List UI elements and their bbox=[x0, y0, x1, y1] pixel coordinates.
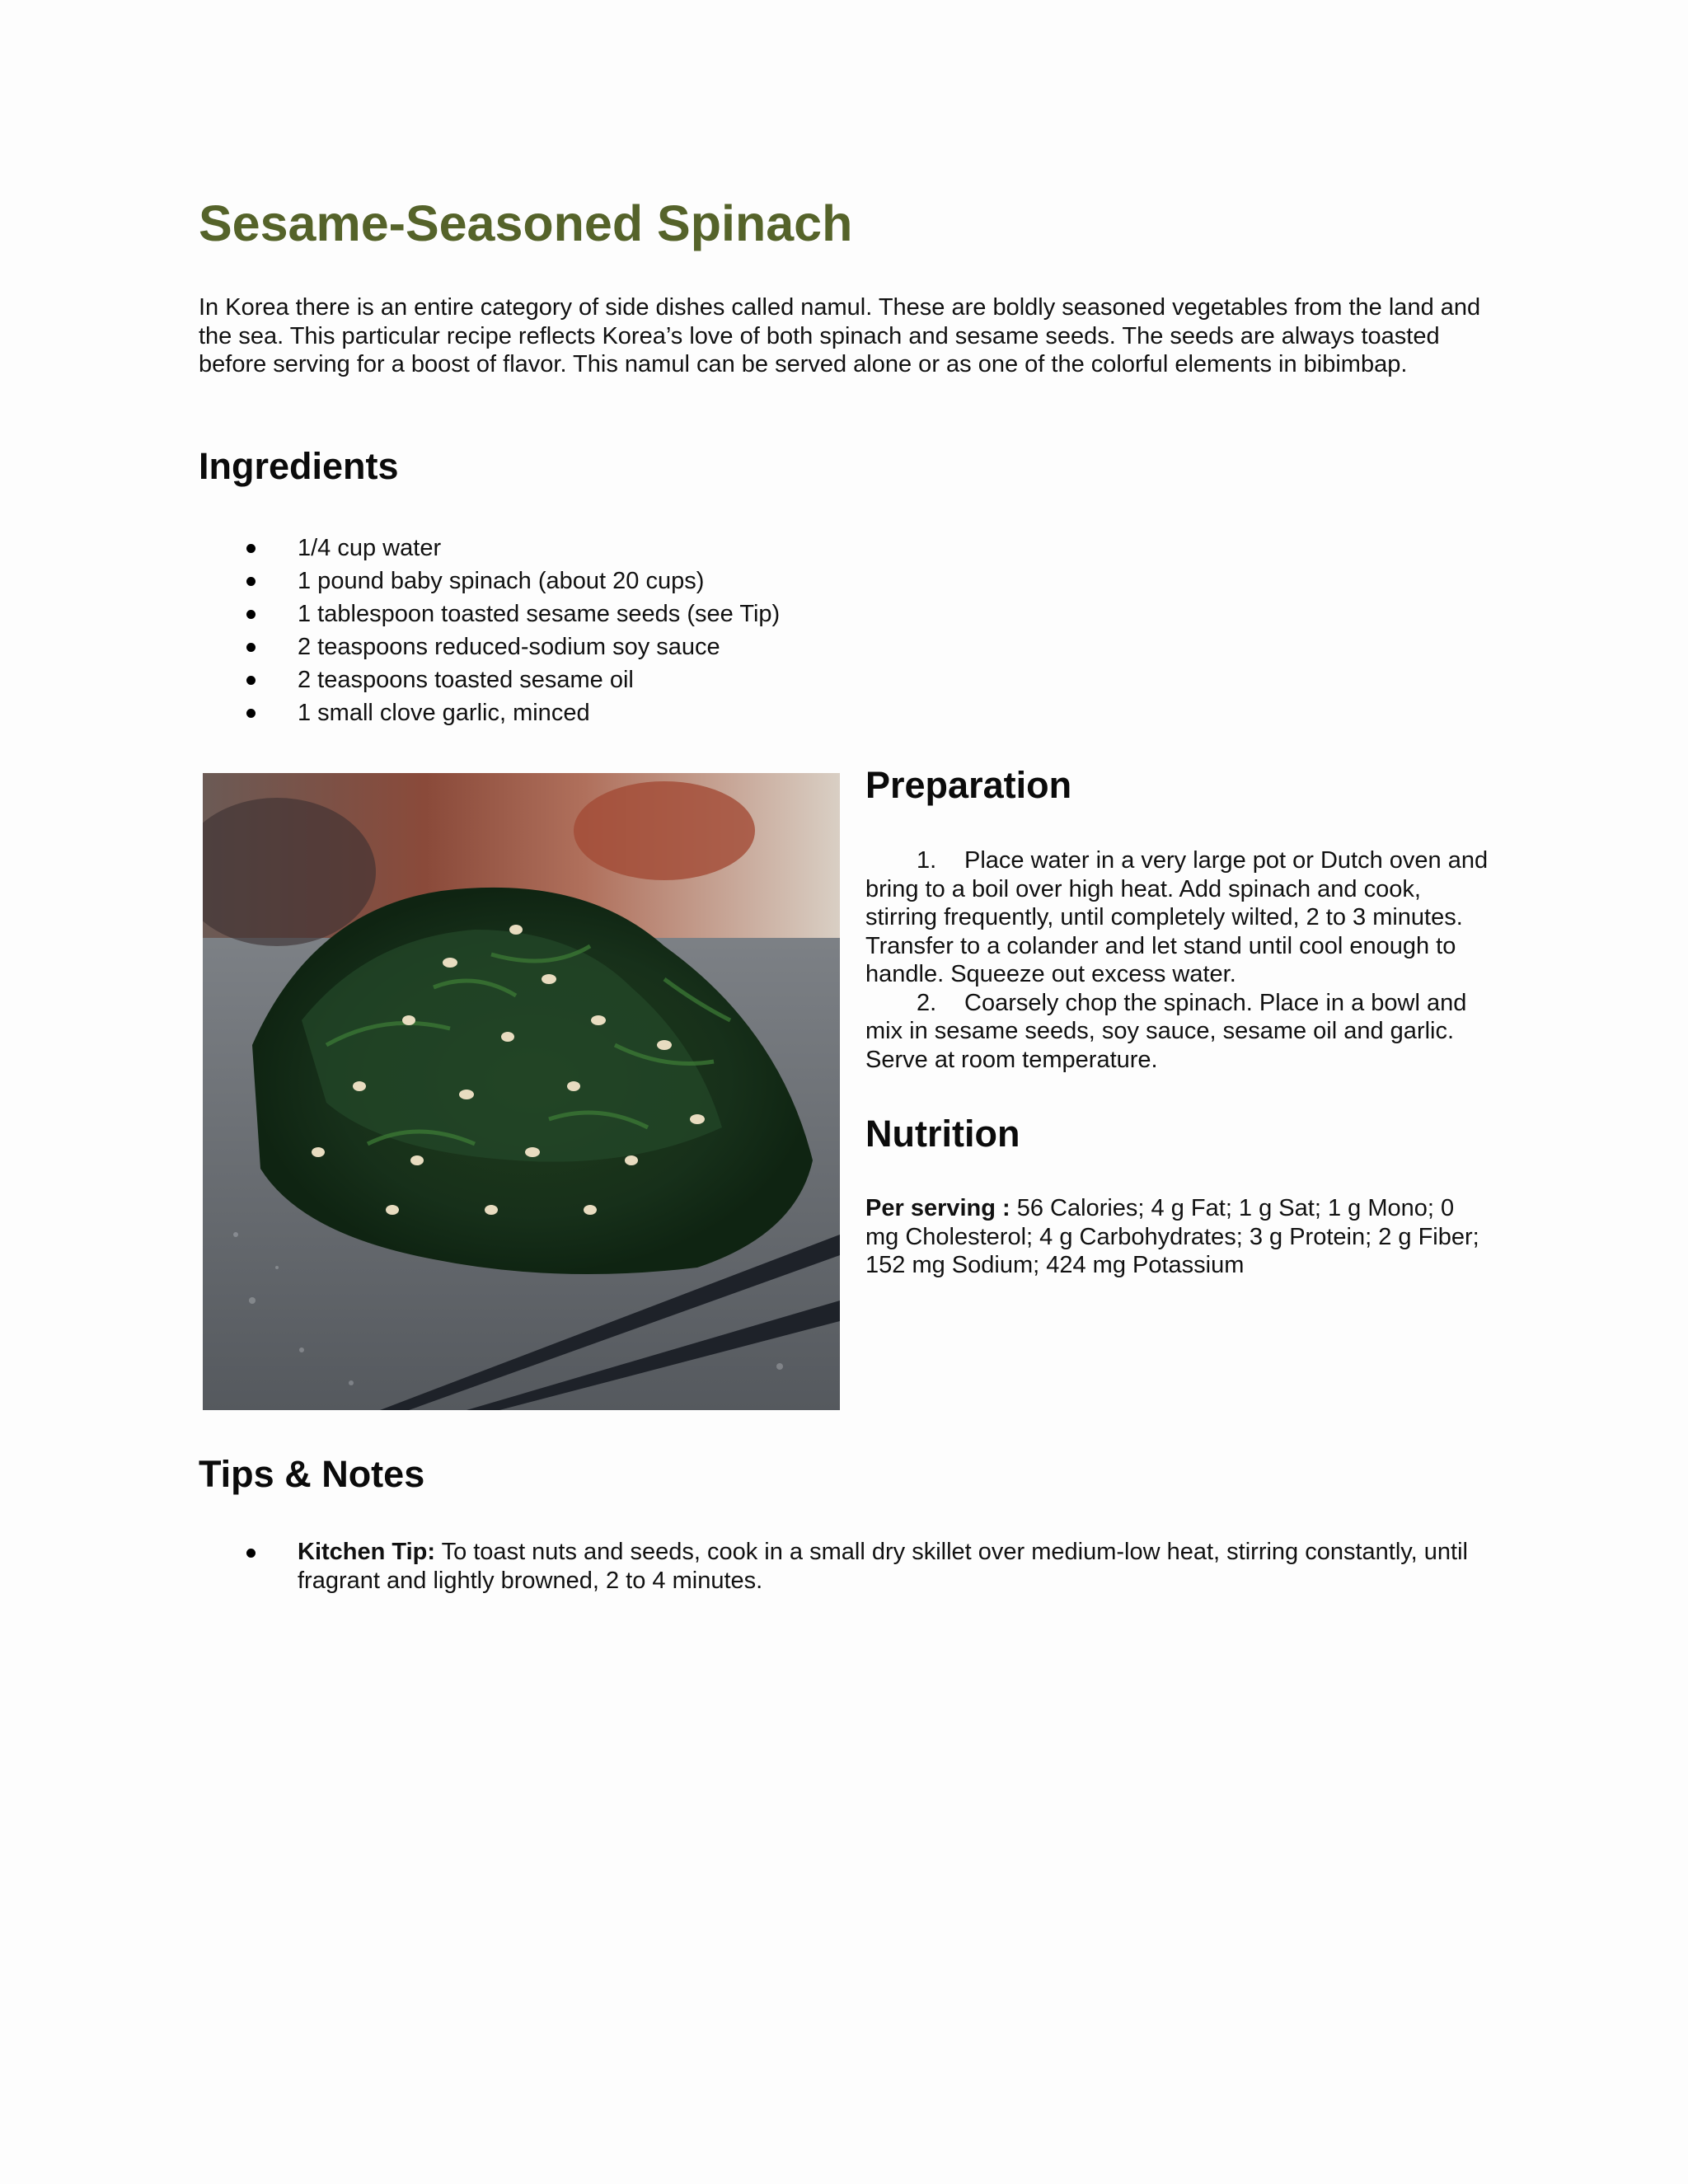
bullet-icon bbox=[246, 577, 256, 586]
nutrition-label: Per serving : bbox=[865, 1195, 1010, 1221]
preparation-heading: Preparation bbox=[865, 764, 1072, 806]
tip-label: Kitchen Tip: bbox=[298, 1539, 436, 1565]
bullet-icon bbox=[246, 643, 256, 652]
ingredient-item: 2 teaspoons reduced-sodium soy sauce bbox=[199, 630, 780, 663]
step-number: 1. bbox=[917, 847, 937, 874]
ingredients-list bbox=[199, 532, 780, 729]
spinach-photo-illustration bbox=[203, 773, 840, 1410]
preparation-step: 2. Coarsely chop the spinach. Place in a bowl and mix in sesame seeds, soy sauce, sesame oil and garlic. Serve at room temperature. bbox=[865, 989, 1467, 1073]
preparation-steps bbox=[865, 846, 1492, 1074]
tips-list bbox=[199, 1538, 1501, 1596]
bullet-icon bbox=[246, 610, 256, 619]
page-title: Sesame-Seasoned Spinach bbox=[199, 195, 853, 251]
step-number: 2. bbox=[917, 989, 937, 1016]
bullet-icon bbox=[246, 544, 256, 553]
intro-paragraph: In Korea there is an entire category of side dishes called namul. These are boldly seasoned vegetables from the land and the sea. This particular recipe reflects Korea’s love of both spinach and sesame seeds. The seeds are always toasted before serving for a boost of flavor. This namul can be served alone or as one of the colorful elements in bibimbap. bbox=[199, 294, 1481, 377]
ingredients-heading: Ingredients bbox=[199, 445, 399, 487]
preparation-step: 1. Place water in a very large pot or Dutch oven and bring to a boil over high heat. Add spinach and cook, stirring frequently, until completely wilted, 2 to 3 minutes. Transfer to a colander and let stand until cool enough to handle. Squeeze out excess water. bbox=[865, 847, 1489, 987]
ingredient-item: 1/4 cup water bbox=[199, 532, 780, 565]
bullet-icon bbox=[246, 676, 256, 685]
nutrition-facts: Per serving : 56 Calories; 4 g Fat; 1 g Sat; 1 g Mono; 0 mg Cholesterol; 4 g Carbohydrates; 3 g Protein; 2 g Fiber; 152 mg Sodium; 424 mg Potassium bbox=[865, 1195, 1479, 1278]
bullet-icon bbox=[246, 1549, 256, 1558]
ingredient-item: 1 pound baby spinach (about 20 cups) bbox=[199, 565, 780, 598]
bullet-icon bbox=[246, 709, 256, 718]
ingredient-item: 2 teaspoons toasted sesame oil bbox=[199, 663, 780, 696]
tip-item: Kitchen Tip: To toast nuts and seeds, cook in a small dry skillet over medium-low heat, stirring constantly, until fragrant and lightly browned, 2 to 4 minutes. bbox=[199, 1538, 1501, 1596]
ingredient-item: 1 tablespoon toasted sesame seeds (see Tip) bbox=[199, 598, 780, 630]
nutrition-heading: Nutrition bbox=[865, 1113, 1020, 1155]
spinach-dish-photo bbox=[203, 773, 840, 1410]
tips-heading: Tips & Notes bbox=[199, 1453, 425, 1495]
ingredient-item: 1 small clove garlic, minced bbox=[199, 696, 780, 729]
